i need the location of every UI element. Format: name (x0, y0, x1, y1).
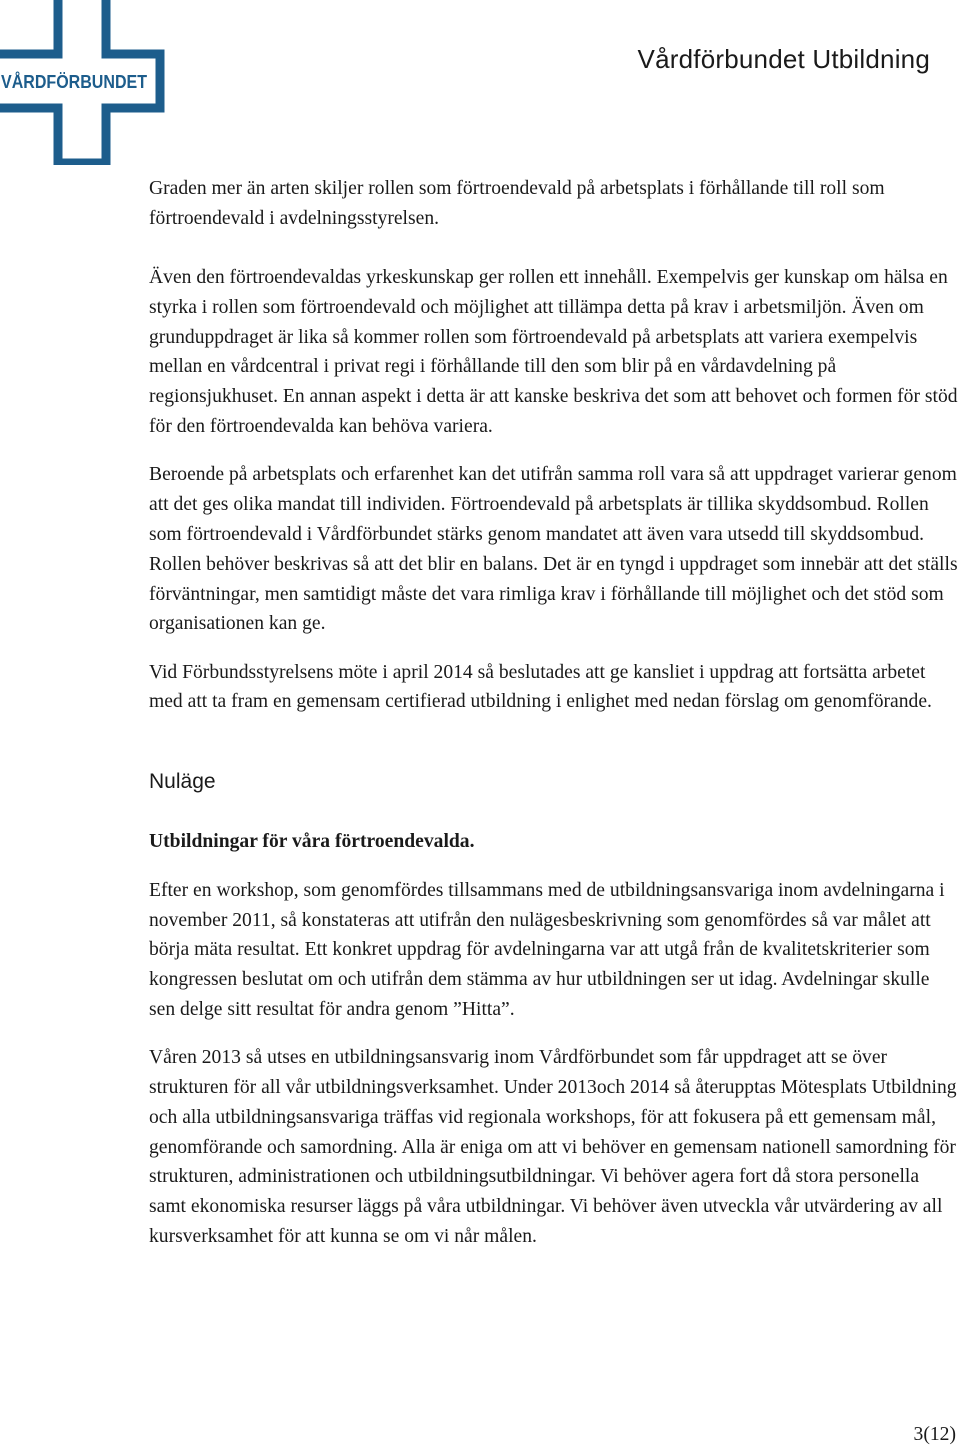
paragraph: Även den förtroendevaldas yrkeskunskap ger rollen ett innehåll. Exempelvis ger kunskap om hälsa en styrka i rollen som förtroendevald och möjlighet att tillämpa detta på krav i arbetsmiljön. Även om grunduppdraget är lika så kommer rollen som förtroendevald på arbetsplats att variera exempelvis mellan en vårdcentral i privat regi i förhållande till den som blir på en vårdavdelning på regionsjukhuset. En annan aspekt i detta är att kanske beskriva det som att behovet och formen för stöd för den förtroendevalda kan behöva variera. (149, 267, 958, 438)
header-title: Vårdförbundet Utbildning (637, 44, 930, 74)
section-heading: Nuläge (149, 770, 216, 794)
paragraph: Beroende på arbetsplats och erfarenhet kan det utifrån samma roll vara så att uppdraget varierar genom att det ges olika mandat till individen. Förtroendevald på arbetsplats är tillika skyddsombud. Rollen som förtroendevald i Vårdförbundet stärks genom mandatet att även vara utsedd till skyddsombud. Rollen behöver beskrivas så att det blir en balans. Det är en tyngd i uppdraget som innebär att det ställs förväntningar, men samtidigt måste det vara rimliga krav i förhållande till möjlighet och det stöd som organisationen kan ge. (149, 464, 958, 635)
paragraph: Efter en workshop, som genomfördes tillsammans med de utbildningsansvariga inom avdelningarna i november 2011, så konstateras att utifrån den nulägesbeskrivning som genomfördes så var målet att börja mäta resultat. Ett konkret uppdrag för avdelningarna var att utgå från de kvalitetskriterier som kongressen beslutat om och utifrån dem stämma av hur utbildningen ser ut idag. Avdelningar skulle sen delge sitt resultat för andra genom ”Hitta”. (149, 879, 945, 1020)
logo-text: VÅRDFÖRBUNDET (1, 71, 148, 92)
paragraph: Vid Förbundsstyrelsens möte i april 2014 så beslutades att ge kansliet i uppdrag att fortsätta arbetet med att ta fram en gemensam certifierad utbildning i enlighet med nedan förslag om genomförande. (149, 661, 932, 713)
paragraph: Graden mer än arten skiljer rollen som förtroendevald på arbetsplats i förhållande till roll som förtroendevald i avdelningsstyrelsen. (149, 178, 885, 229)
document-body (149, 174, 959, 1252)
paragraph: Våren 2013 så utses en utbildningsansvarig inom Vårdförbundet som får uppdraget att se över strukturen för all vår utbildningsverksamhet. Under 2013och 2014 så återupptas Mötesplats Utbildning och alla utbildningsansvariga träffas vid regionala workshops, för att fokusera på ett gemensam mål, genomförande och samordning. Alla är eniga om att vi behöver en gemensam nationell samordning för strukturen, administrationen och utbildningsutbildningar. Vi behöver agera fort då stora personella samt ekonomiska resurser läggs på våra utbildningar. Vi behöver även utveckla vår utvärdering av all kursverksamhet för att kunna se om vi når målen. (149, 1047, 957, 1248)
vardforbundet-logo (0, 0, 165, 165)
page-number: 3(12) (913, 1424, 956, 1445)
subheading: Utbildningar för våra förtroendevalda. (149, 831, 475, 853)
